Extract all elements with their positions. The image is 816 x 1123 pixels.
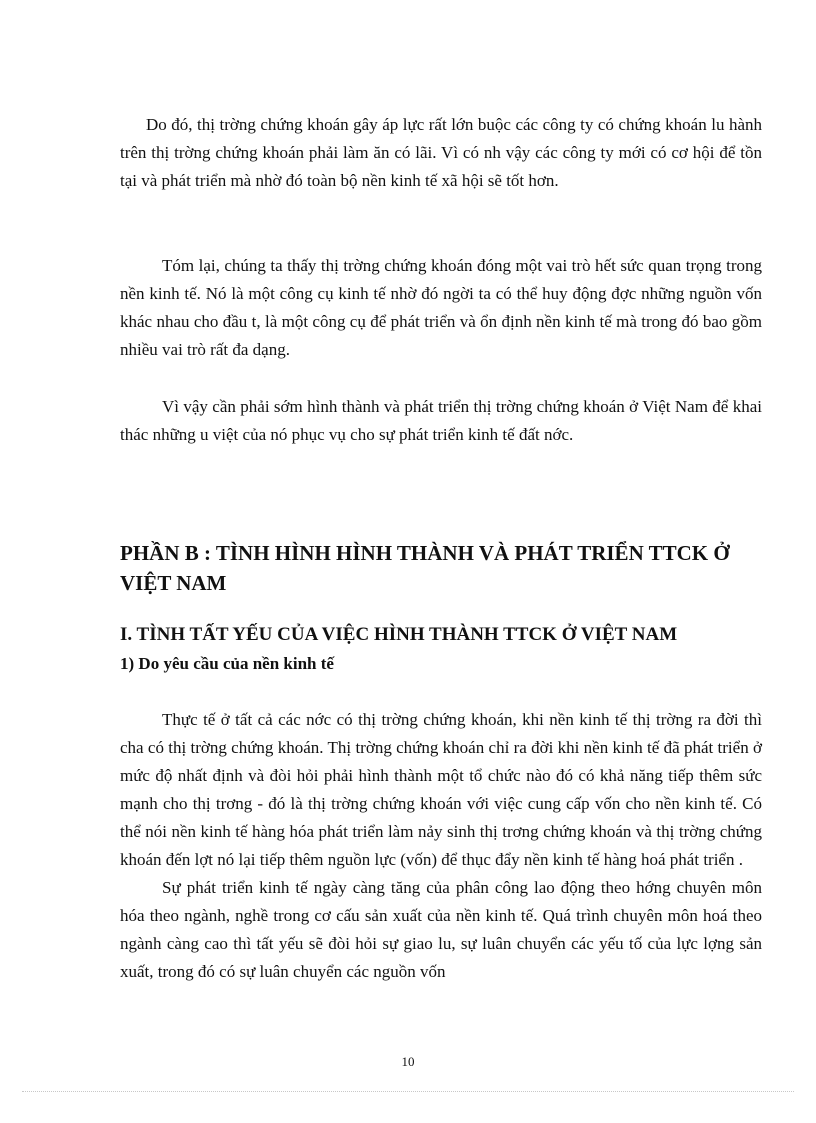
section-1-heading: I. TÌNH TẤT YẾU CỦA VIỆC HÌNH THÀNH TTCK Ở VIỆT NAM bbox=[120, 624, 678, 645]
paragraph-economic-development: Sự phát triển kinh tế ngày càng tăng của phân công lao động theo hớng chuyên môn hóa theo ngành, nghề trong cơ cấu sản xuất của nền kinh tế. Quá trình chuyên môn hoá theo ngành càng cao thì tất yếu sẽ đòi hỏi sự giao lu, sự luân chuyển các yếu tố của lực lợng sản xuất, trong đó có sự luân chuyển các nguồn vốn bbox=[120, 878, 762, 981]
paragraph-stock-market-pressure: Do đó, thị trờng chứng khoán gây áp lực rất lớn buộc các công ty có chứng khoán lu hành trên thị trờng chứng khoán phải làm ăn có lãi. Vì có nh vậy các công ty mới có cơ hội để tồn tại và phát triển mà nhờ đó toàn bộ nền kinh tế xã hội sẽ tốt hơn. bbox=[120, 115, 762, 190]
page-number: 10 bbox=[401, 1054, 415, 1069]
paragraph-conclusion: Tóm lại, chúng ta thấy thị trờng chứng khoán đóng một vai trò hết sức quan trọng trong nền kinh tế. Nó là một công cụ kinh tế nhờ đó ngời ta có thể huy động đợc những nguồn vốn khác nhau cho đầu t, là một công cụ để phát triển và ổn định nền kinh tế mà trong đó bao gồm nhiều vai trò rất đa dạng. bbox=[120, 256, 762, 359]
part-b-heading: PHẦN B : TÌNH HÌNH HÌNH THÀNH VÀ PHÁT TRIỂN TTCK Ở VIỆT NAM bbox=[120, 541, 730, 595]
page-bottom-divider bbox=[22, 1091, 794, 1092]
paragraph-vietnam-need: Vì vậy cần phải sớm hình thành và phát triển thị trờng chứng khoán ở Việt Nam để khai thác những u việt của nó phục vụ cho sự phát triển kinh tế đất nớc. bbox=[120, 397, 762, 444]
paragraph-reality: Thực tế ở tất cả các nớc có thị trờng chứng khoán, khi nền kinh tế thị trờng ra đời thì cha có thị trờng chứng khoán. Thị trờng chứng khoán chỉ ra đời khi nền kinh tế đã phát triển ở mức độ nhất định và đòi hỏi phải hình thành một tổ chức nào đó có khả năng tiếp thêm sức mạnh cho thị trơng - đó là thị trờng chứng khoán với việc cung cấp vốn cho nền kinh tế. Có thể nói nền kinh tế hàng hóa phát triển làm nảy sinh thị trơng chứng khoán và thị trờng chứng khoán đến lợt nó lại tiếp thêm nguồn lực (vốn) để thục đẩy nền kinh tế hàng hoá phát triển . bbox=[120, 710, 762, 869]
subsection-1-heading: 1) Do yêu cầu của nền kinh tế bbox=[120, 654, 334, 673]
